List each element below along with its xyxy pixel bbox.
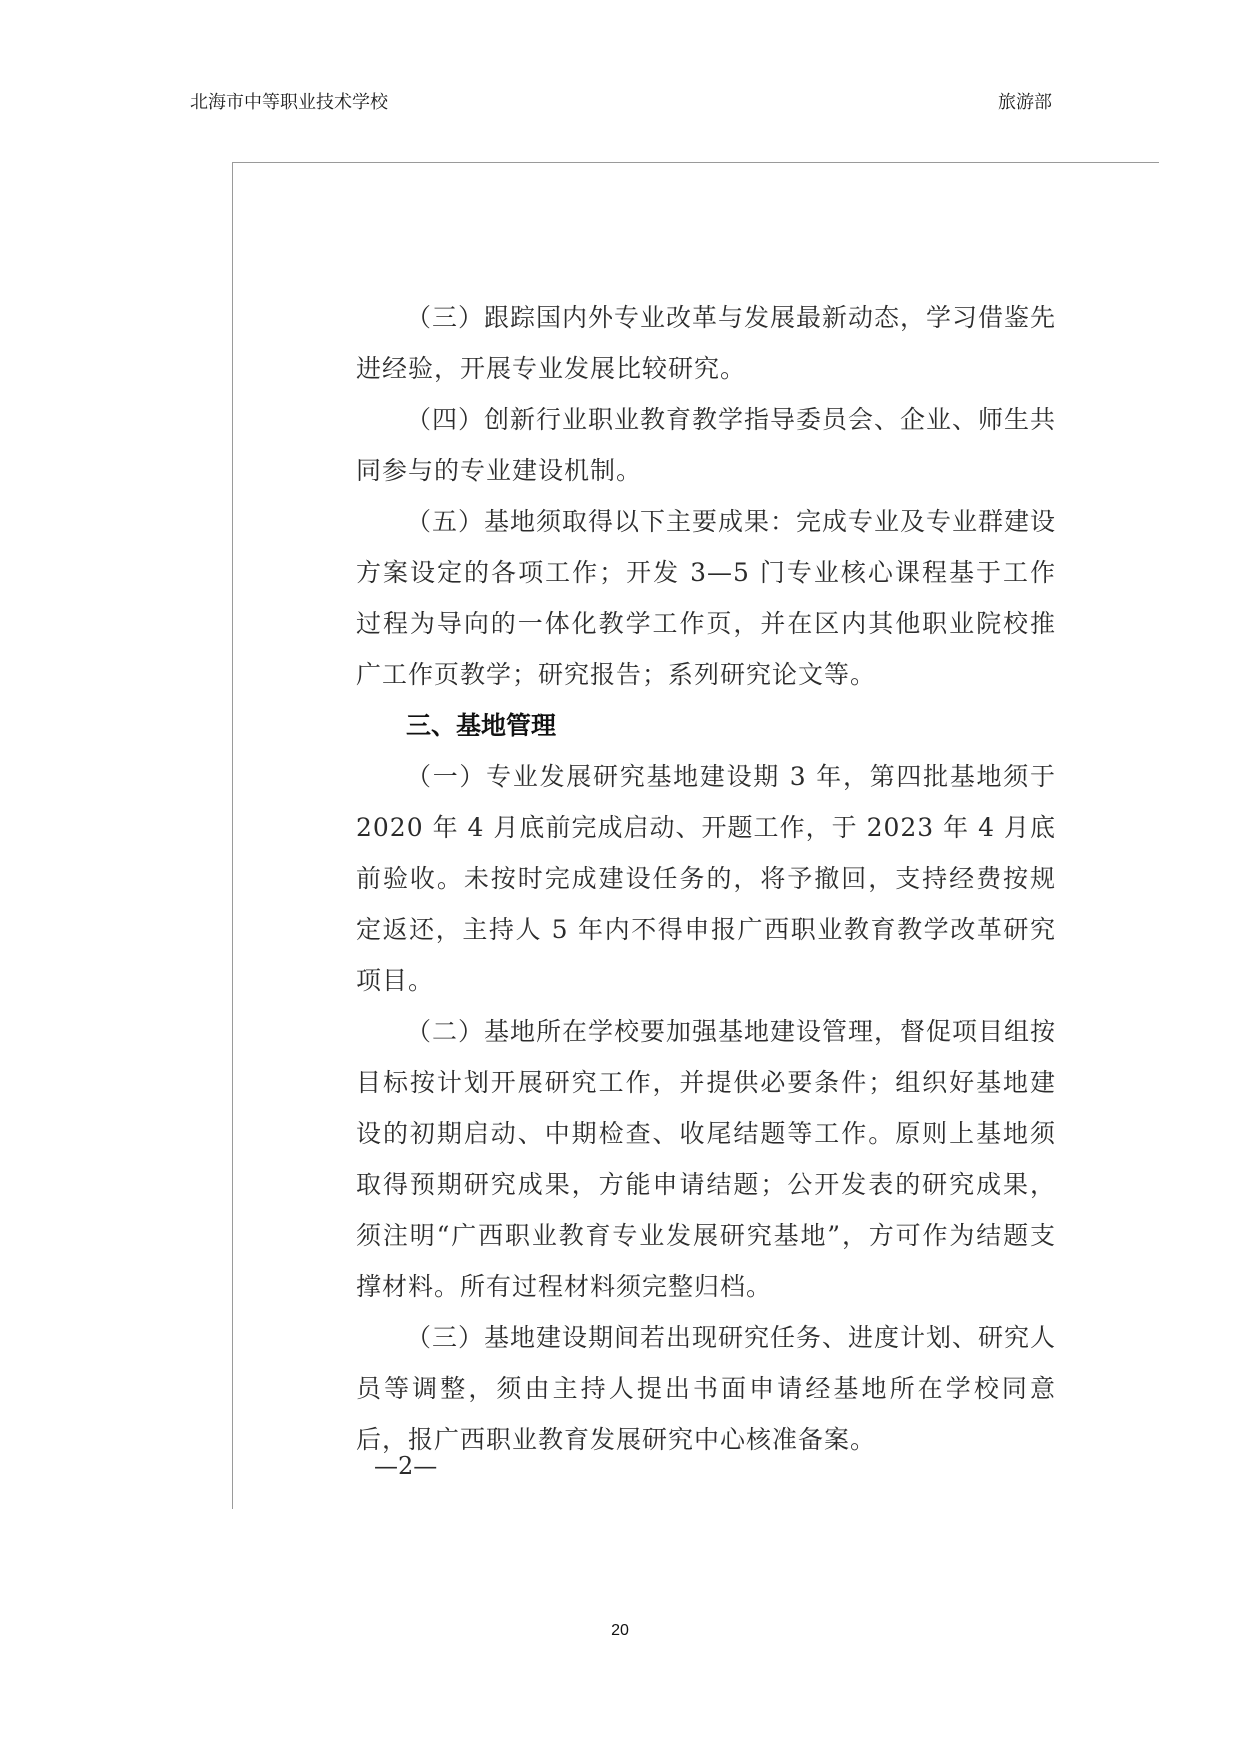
section-heading: 三、基地管理 xyxy=(406,711,557,740)
header-department: 旅游部 xyxy=(998,92,1052,113)
paragraph: （五）基地须取得以下主要成果：完成专业及专业群建设方案设定的各项工作；开发 3—5 门专业核心课程基于工作过程为导向的一体化教学工作页，并在区内其他职业院校推广工作页教学；研究报告；系列研究论文等。 xyxy=(356,507,1057,689)
page-header xyxy=(190,88,1052,118)
header-school-name: 北海市中等职业技术学校 xyxy=(190,92,388,113)
paragraph: （三）跟踪国内外专业改革与发展最新动态，学习借鉴先进经验，开展专业发展比较研究。 xyxy=(356,303,1057,383)
paragraph: （四）创新行业职业教育教学指导委员会、企业、师生共同参与的专业建设机制。 xyxy=(356,405,1057,485)
paragraph: （二）基地所在学校要加强基地建设管理，督促项目组按目标按计划开展研究工作，并提供必要条件；组织好基地建设的初期启动、中期检查、收尾结题等工作。原则上基地须取得预期研究成果，方能申请结题；公开发表的研究成果，须注明“广西职业教育专业发展研究基地”，方可作为结题支撑材料。所有过程材料须完整归档。 xyxy=(356,1017,1057,1301)
paragraph: （三）基地建设期间若出现研究任务、进度计划、研究人员等调整，须由主持人提出书面申请经基地所在学校同意后，报广西职业教育发展研究中心核准备案。 xyxy=(356,1323,1057,1454)
footer-page-number: 20 xyxy=(611,1622,629,1639)
paragraph: （一）专业发展研究基地建设期 3 年，第四批基地须于 2020 年 4 月底前完成启动、开题工作，于 2023 年 4 月底前验收。未按时完成建设任务的，将予撤回，支持经费按规定返还，主持人 5 年内不得申报广西职业教育教学改革研究项目。 xyxy=(356,762,1056,995)
scanned-page-number: —2— xyxy=(374,1452,438,1480)
scanned-document-body xyxy=(356,292,1056,1465)
